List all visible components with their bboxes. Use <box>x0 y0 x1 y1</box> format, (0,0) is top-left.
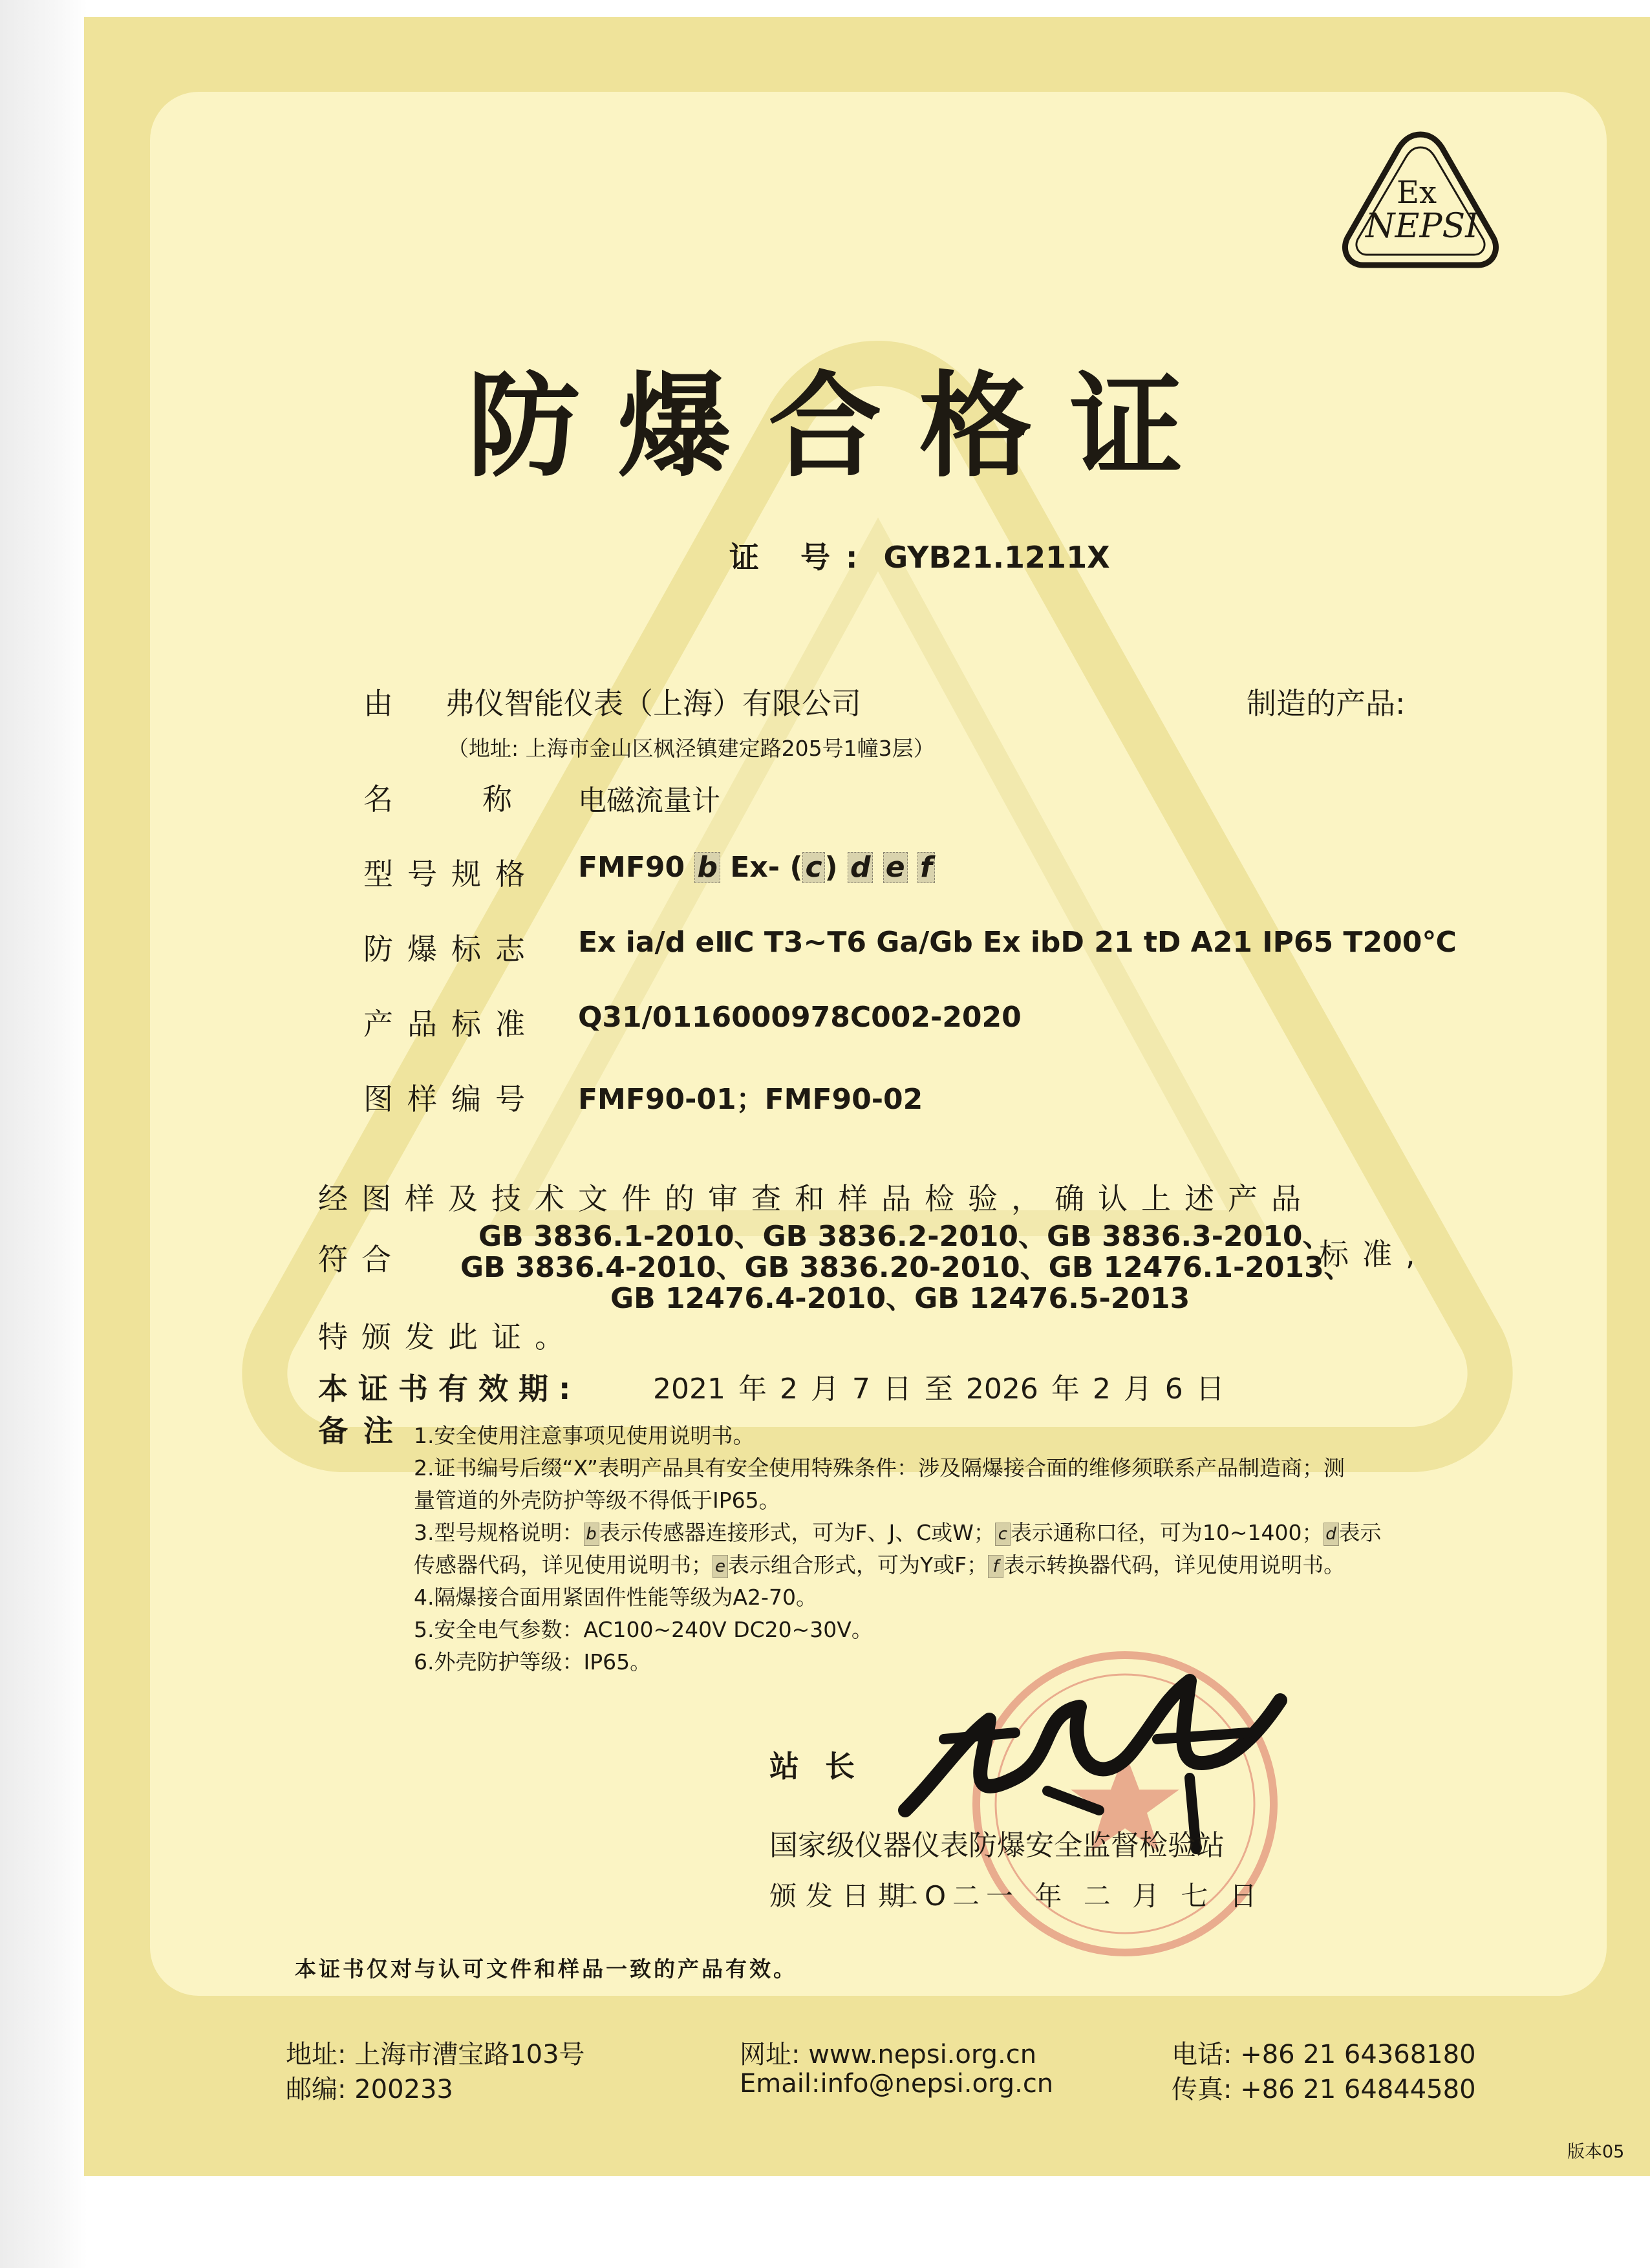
note-3b-box-f: f <box>988 1555 1003 1578</box>
validity-period: 2021 年 2 月 7 日 至 2026 年 2 月 6 日 <box>653 1373 1225 1406</box>
note-3a <box>414 1517 1526 1549</box>
field-drawing-label: 图样编号 <box>363 1082 539 1117</box>
validity-disclaimer: 本证书仅对与认可文件和样品一致的产品有效。 <box>295 1956 797 1982</box>
footer-phone: 电话: +86 21 64368180 <box>1172 2040 1476 2070</box>
version-label: 版本05 <box>1567 2142 1625 2162</box>
standards-line-1: GB 3836.1-2010、GB 3836.2-2010、GB 3836.3-2010、 <box>478 1220 1331 1253</box>
field-name-value: 电磁流量计 <box>578 784 720 817</box>
issue-date-label: 颁发日期 <box>769 1880 915 1912</box>
conformity-conform-label: 符合 <box>318 1242 405 1277</box>
field-standard-value: Q31/0116000978C002-2020 <box>578 1001 1022 1034</box>
issuer-suffix: 制造的产品: <box>1247 686 1406 721</box>
notes-label: 备注 <box>318 1413 409 1448</box>
conformity-standard-label: 标准, <box>1319 1237 1429 1272</box>
page-title: 防爆合格证 <box>467 361 1221 493</box>
certificate-number-value: GYB21.1211X <box>883 540 1110 575</box>
standards-line-2: GB 3836.4-2010、GB 3836.20-2010、GB 12476.1-2013、 <box>460 1251 1353 1284</box>
logo-ex-text: Ex <box>1397 175 1437 211</box>
note-3b-text-3: 表示转换器代码，详见使用说明书。 <box>1003 1552 1345 1578</box>
manufacturer-address: （地址: 上海市金山区枫泾镇建定路205号1幢3层） <box>447 736 935 761</box>
validity-label: 本证书有效期: <box>318 1371 581 1406</box>
note-3b <box>414 1549 1526 1581</box>
note-2a: 2.证书编号后缀“X”表明产品具有安全使用特殊条件：涉及隔爆接合面的维修须联系产品制造商；测 <box>414 1455 1345 1481</box>
model-variable-e: e <box>883 852 908 883</box>
field-model-value <box>578 851 935 884</box>
note-3a-text-2: 表示传感器连接形式，可为F、J、C或W； <box>599 1520 995 1545</box>
note-3b-text-1: 传感器代码，详见使用说明书； <box>414 1552 712 1578</box>
field-exmark-value: Ex ia/d eⅡC T3~T6 Ga/Gb Ex ibD 21 tD A21 IP65 T200℃ <box>578 926 1457 959</box>
issue-statement: 特颁发此证。 <box>318 1320 578 1354</box>
note-3a-text-1: 3.型号规格说明： <box>414 1520 584 1545</box>
note-3a-box-b: b <box>584 1523 599 1546</box>
field-drawing-value: FMF90-01；FMF90-02 <box>578 1083 923 1116</box>
model-variable-f: f <box>917 852 935 883</box>
logo-nepsi-text: NEPSI <box>1366 207 1479 246</box>
field-exmark-label: 防爆标志 <box>363 932 539 967</box>
note-6: 6.外壳防护等级：IP65。 <box>414 1649 652 1674</box>
model-prefix: FMF90 <box>578 851 685 884</box>
footer-address: 地址: 上海市漕宝路103号 <box>286 2040 585 2070</box>
note-5: 5.安全电气参数：AC100~240V DC20~30V。 <box>414 1617 873 1642</box>
footer-postcode: 邮编: 200233 <box>286 2075 453 2104</box>
model-variable-d: d <box>848 852 873 883</box>
standards-line-3: GB 12476.4-2010、GB 12476.5-2013 <box>610 1282 1190 1315</box>
model-close: ) <box>824 851 838 884</box>
field-name-label: 名 称 <box>363 782 512 817</box>
certificate-number <box>729 534 1110 577</box>
note-1: 1.安全使用注意事项见使用说明书。 <box>414 1423 755 1448</box>
issue-date: 二O二一 年 二 月 七 日 <box>891 1880 1263 1912</box>
notes-section <box>318 1413 1526 1678</box>
issuing-organization: 国家级仪器仪表防爆安全监督检验站 <box>769 1829 1225 1862</box>
model-mid: Ex- ( <box>730 851 803 884</box>
note-3b-box-e: e <box>712 1555 728 1578</box>
note-2b: 量管道的外壳防护等级不得低于IP65。 <box>414 1488 780 1513</box>
note-3a-text-4: 表示 <box>1338 1520 1382 1545</box>
footer-email: Email:info@nepsi.org.cn <box>740 2069 1054 2099</box>
note-3a-box-d: d <box>1323 1523 1339 1546</box>
issuer-prefix: 由 <box>363 686 393 721</box>
note-3a-text-3: 表示通称口径，可为10~1400； <box>1010 1520 1323 1545</box>
field-standard-label: 产品标准 <box>363 1007 539 1042</box>
field-model-label: 型号规格 <box>363 857 539 892</box>
model-variable-c: c <box>802 852 824 883</box>
model-variable-b: b <box>694 852 720 883</box>
certificate-number-label: 证 号: <box>729 540 873 575</box>
note-3a-box-c: c <box>995 1523 1011 1546</box>
note-3b-text-2: 表示组合形式，可为Y或F； <box>728 1552 989 1578</box>
footer-website: 网址: www.nepsi.org.cn <box>740 2040 1037 2070</box>
note-4: 4.隔爆接合面用紧固件性能等级为A2-70。 <box>414 1585 817 1610</box>
footer-fax: 传真: +86 21 64844580 <box>1172 2075 1476 2104</box>
signature-role: 站长 <box>769 1749 881 1784</box>
manufacturer-name: 弗仪智能仪表（上海）有限公司 <box>445 686 861 721</box>
conformity-statement: 经图样及技术文件的审查和样品检验，确认上述产品 <box>318 1181 1314 1216</box>
